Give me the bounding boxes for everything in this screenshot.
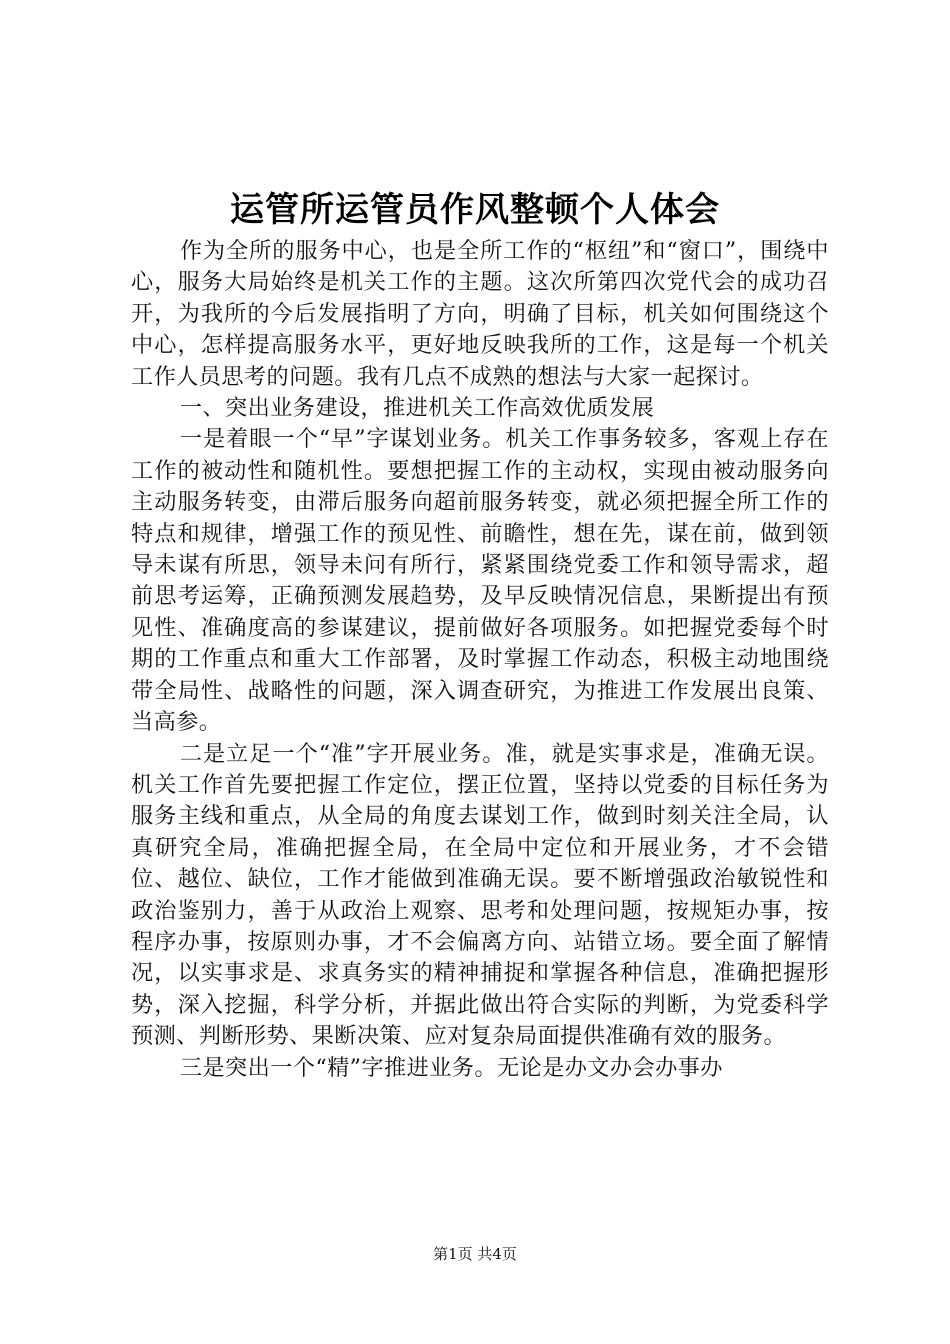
page-footer: 第1页 共4页 — [433, 1245, 517, 1263]
paragraph-point-2: 二是立足一个“准”字开展业务。准，就是实事求是，准确无误。机关工作首先要把握工作定位，摆正位置，坚持以党委的目标任务为服务主线和重点，从全局的角度去谋划工作，做到时刻关注全局，认真研究全局，准确把握全局，在全局中定位和开展业务，才不会错位、越位、缺位，工作才能做到准确无误。要不断增强政治敏锐性和政治鉴别力，善于从政治上观察、思考和处理问题，按规矩办事，按程序办事，按原则办事，才不会偏离方向、站错立场。要全面了解情况，以实事求是、求真务实的精神捕捉和掌握各种信息，准确把握形势，深入挖掘，科学分析，并据此做出符合实际的判断，为党委科学预测、判断形势、果断决策、应对复杂局面提供准确有效的服务。 — [131, 740, 829, 1050]
document-body — [131, 236, 829, 1084]
paragraph-intro: 作为全所的服务中心，也是全所工作的“枢纽”和“窗口”，围绕中心，服务大局始终是机关工作的主题。这次所第四次党代会的成功召开，为我所的今后发展指明了方向，明确了目标，机关如何围绕这个中心，怎样提高服务水平，更好地反映我所的工作，这是每一个机关工作人员思考的问题。我有几点不成熟的想法与大家一起探讨。 — [131, 238, 829, 390]
paragraph-point-1: 一是着眼一个“早”字谋划业务。机关工作事务较多，客观上存在工作的被动性和随机性。要想把握工作的主动权，实现由被动服务向主动服务转变，由滞后服务向超前服务转变，就必须把握全所工作的特点和规律，增强工作的预见性、前瞻性，想在先，谋在前，做到领导未谋有所思，领导未问有所行，紧紧围绕党委工作和领导需求，超前思考运筹，正确预测发展趋势，及早反映情况信息，果断提出有预见性、准确度高的参谋建议，提前做好各项服务。如把握党委每个时期的工作重点和重大工作部署，及时掌握工作动态，积极主动地围绕带全局性、战略性的问题，深入调查研究，为推进工作发展出良策、当高参。 — [131, 426, 829, 736]
document-title: 运管所运管员作风整顿个人体会 — [230, 190, 720, 230]
section-heading-1: 一、突出业务建设，推进机关工作高效优质发展 — [179, 395, 655, 422]
paragraph-point-3: 三是突出一个“精”字推进业务。无论是办文办会办事办 — [179, 1054, 723, 1081]
